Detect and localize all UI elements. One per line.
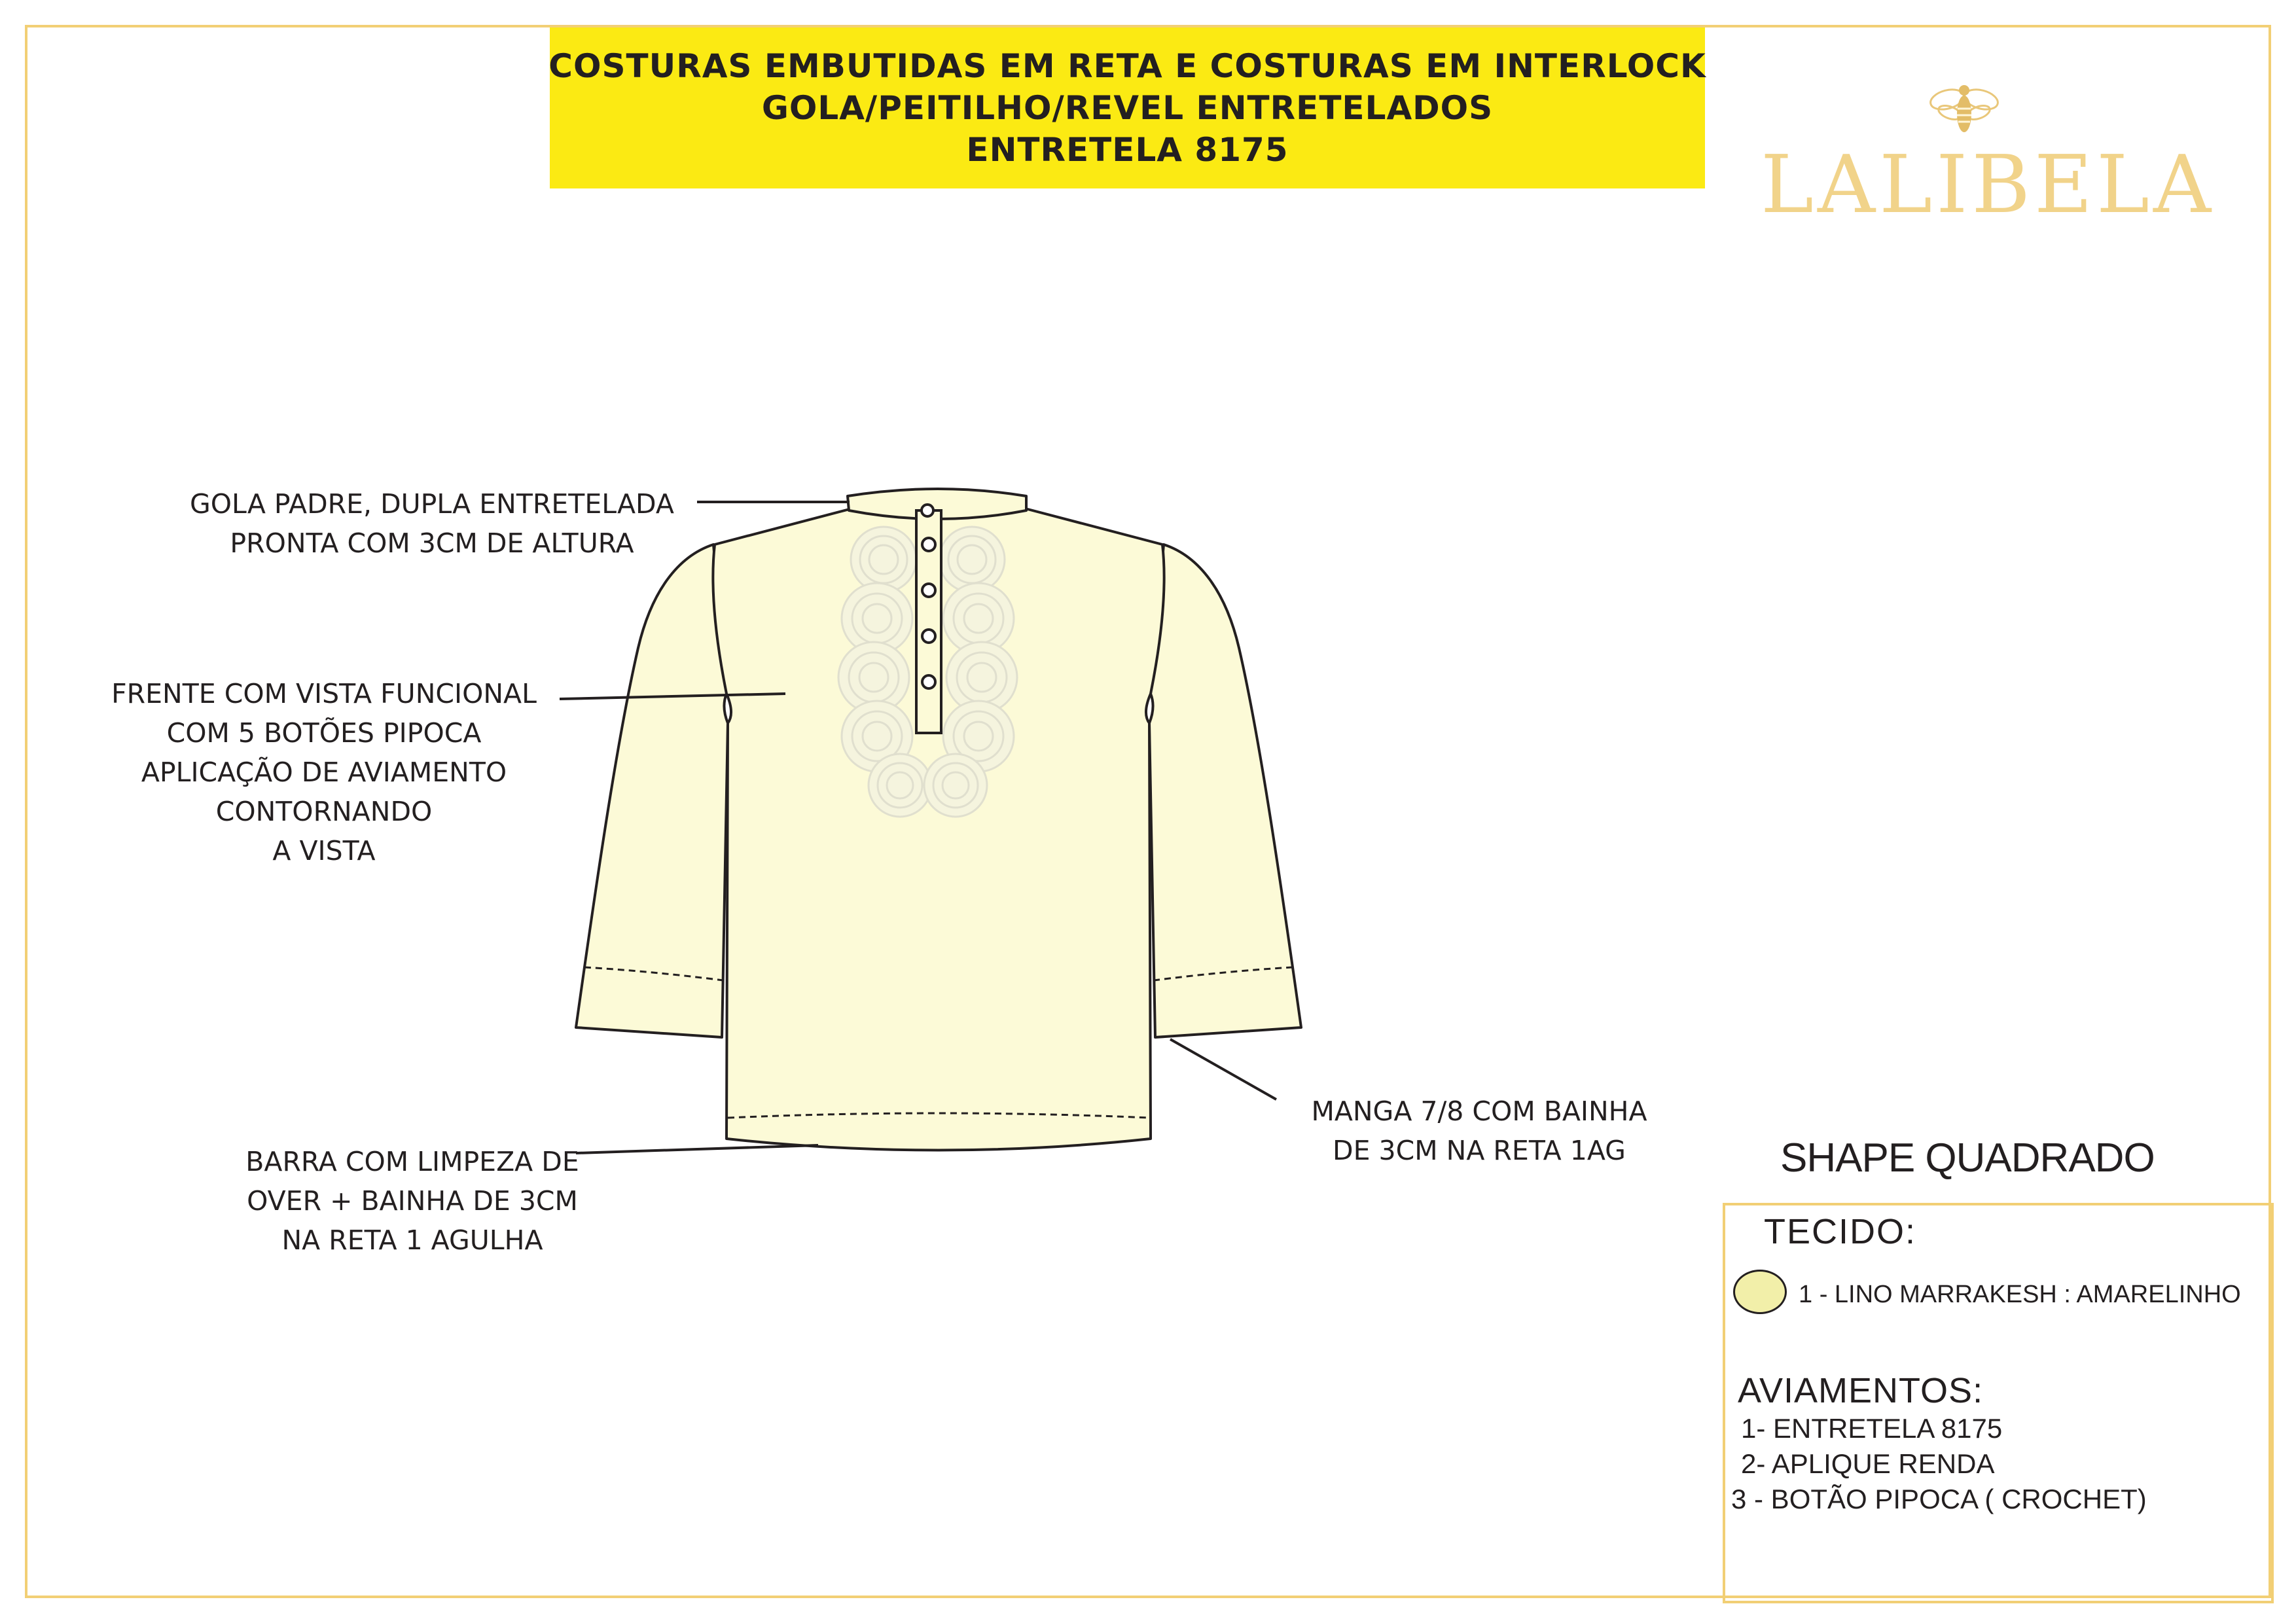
- right-sleeve: [1149, 544, 1301, 1037]
- left-sleeve: [576, 544, 728, 1037]
- front-callout: [85, 674, 563, 870]
- hem-callout-line-3: NA RETA 1 AGULHA: [281, 1224, 543, 1256]
- front-callout-line-1: FRENTE COM VISTA FUNCIONAL: [111, 678, 537, 709]
- front-callout-line-2: COM 5 BOTÕES PIPOCA: [166, 717, 482, 749]
- aviamento-item-2: 2- APLIQUE RENDA: [1741, 1448, 1995, 1479]
- fabric-swatch: [1733, 1270, 1787, 1314]
- header-line-2: GOLA/PEITILHO/REVEL ENTRETELADOS: [761, 89, 1494, 127]
- front-callout-line-4: CONTORNANDO: [215, 796, 433, 827]
- sleeve-callout-line-2: DE 3CM NA RETA 1AG: [1333, 1135, 1626, 1166]
- placket-button-1: [922, 538, 935, 551]
- front-callout-line-3: APLICAÇÃO DE AVIAMENTO: [141, 757, 507, 788]
- placket-button-2: [922, 584, 935, 597]
- aviamento-item-3: 3 - BOTÃO PIPOCA ( CROCHET): [1731, 1484, 2147, 1514]
- collar-callout: [173, 484, 691, 563]
- collar-callout-line-1: GOLA PADRE, DUPLA ENTRETELADA: [190, 488, 674, 520]
- collar-callout-line-2: PRONTA COM 3CM DE ALTURA: [230, 527, 634, 559]
- hem-callout: [196, 1142, 628, 1260]
- hem-callout-line-2: OVER + BAINHA DE 3CM: [247, 1185, 578, 1217]
- shape-title: SHAPE QUADRADO: [1780, 1135, 2155, 1181]
- hem-callout-line-1: BARRA COM LIMPEZA DE: [245, 1146, 579, 1177]
- collar-button: [922, 505, 933, 516]
- header-line-1: COSTURAS EMBUTIDAS EM RETA E COSTURAS EM INTERLOCK: [548, 47, 1706, 85]
- front-callout-line-5: A VISTA: [272, 835, 376, 866]
- aviamento-item-1: 1- ENTRETELA 8175: [1741, 1413, 2003, 1444]
- header-line-3: ENTRETELA 8175: [966, 131, 1289, 169]
- tecido-item-1: 1 - LINO MARRAKESH : AMARELINHO: [1799, 1281, 2241, 1308]
- sleeve-leader: [1170, 1039, 1276, 1099]
- sleeve-callout-line-1: MANGA 7/8 COM BAINHA: [1311, 1096, 1647, 1127]
- placket-button-4: [922, 675, 935, 688]
- tecido-title: TECIDO:: [1764, 1212, 1917, 1251]
- aviamentos-title: AVIAMENTOS:: [1738, 1371, 1984, 1410]
- sleeve-callout: [1263, 1092, 1695, 1170]
- placket-button-3: [922, 630, 935, 643]
- brand-name: LALIBELA: [1761, 138, 2215, 231]
